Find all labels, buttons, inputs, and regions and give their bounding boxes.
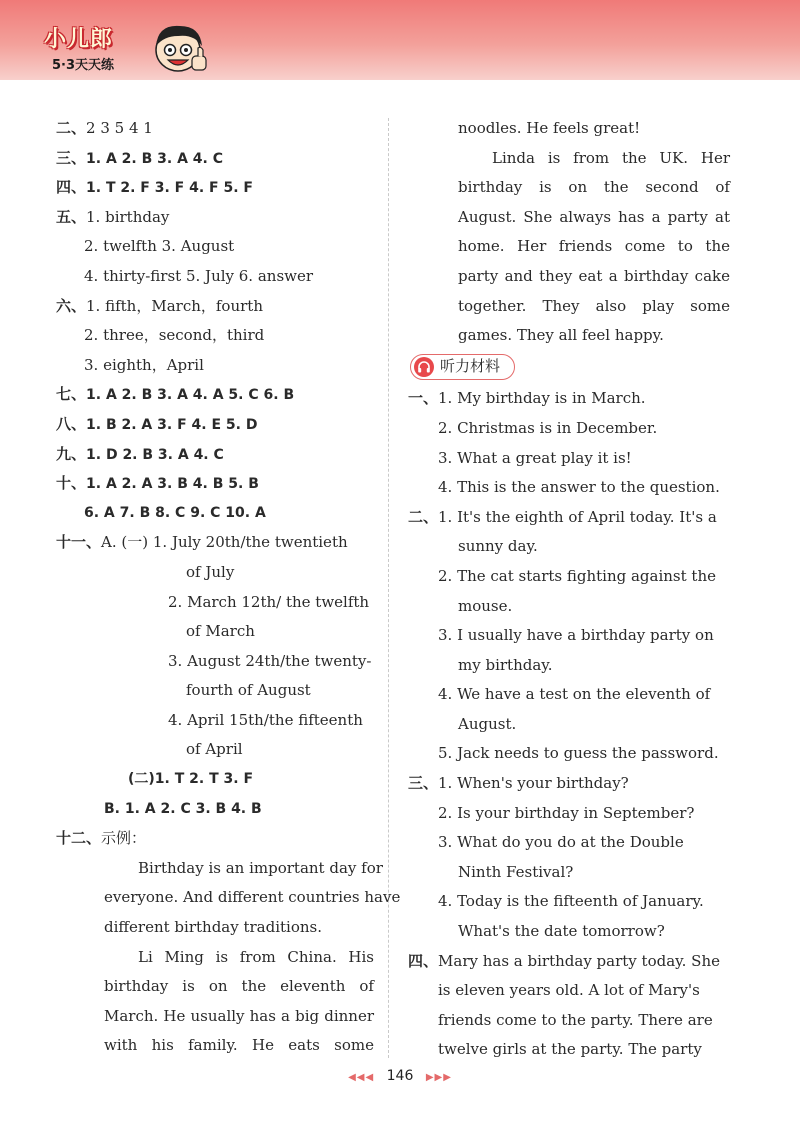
script-line: 4. This is the answer to the question. [438,478,720,497]
answer-line: of March [186,622,255,641]
section-mark: 十、 [56,474,87,493]
section-mark: 七、 [56,385,87,404]
script-line: twelve girls at the party. The party [438,1040,702,1059]
left-arrows-icon: ◀◀◀ [348,1072,375,1083]
part-label: A. (一) [101,533,149,552]
section-mark: 四、 [56,178,87,197]
headphone-icon [414,357,434,377]
right-arrows-icon: ▶▶▶ [425,1072,452,1083]
answer-line: of July [186,562,235,581]
essay-line: birthday is on the eleventh of [104,977,374,996]
essay-line: Birthday is an important day for [138,858,383,877]
listening-section-4 [408,947,730,977]
script-line: 2. Christmas is in December. [438,418,658,437]
answer-section-10 [56,469,374,499]
script-line: 4. We have a test on the eleventh of [438,685,711,704]
page-footer [0,1068,800,1084]
script-line: August. [458,714,517,733]
script-line: What's the date tomorrow? [458,922,665,941]
right-column [410,114,730,1065]
script-line: 4. Today is the fifteenth of January. [438,892,704,911]
essay-line: Linda is from the UK. Her [492,148,730,167]
left-column [56,114,401,1061]
answer-line: fourth of August [186,681,311,700]
column-divider [388,118,389,1058]
listening-material-label [410,354,515,380]
section-mark: 四、 [408,951,439,970]
page-number: 146 [386,1068,414,1084]
section-mark: 六、 [56,296,87,315]
answer-text: 1. B 2. A 3. F 4. E 5. D [86,416,258,433]
answer-line: 2. March 12th/ the twelfth [168,592,370,611]
answer-line: 4. April 15th/the fifteenth [168,710,363,729]
answer-text: 1. birthday [86,207,170,226]
answer-line: 3. August 24th/the twenty- [168,651,372,670]
answer-section-3 [56,144,374,174]
answer-line: 4. thirty-first 5. July 6. answer [84,266,314,285]
answer-text: 1. A 2. A 3. B 4. B 5. B [86,476,259,493]
essay-line: different birthday traditions. [104,918,323,937]
answer-text: 1. A 2. B 3. A 4. A 5. C 6. B [86,387,295,404]
answer-text: 1. July 20th/the twentieth [152,533,348,552]
listening-section-2 [408,503,730,533]
script-line: is eleven years old. A lot of Mary's [438,981,700,1000]
essay-line: birthday is on the second of [458,178,730,197]
answer-section-2 [56,114,374,144]
brand-logo [44,20,174,76]
script-line: 3. What a great play it is! [438,448,632,467]
section-mark: 八、 [56,414,87,433]
essay-line: Li Ming is from China. His [138,947,374,966]
essay-line: with his family. He eats some [104,1036,374,1055]
listening-section-1 [408,384,730,414]
answer-section-6 [56,292,374,322]
section-mark: 二、 [56,119,87,137]
listening-section-3 [408,769,730,799]
answer-section-5 [56,203,374,233]
section-mark: 二、 [408,507,439,526]
answer-text: 1. T 2. F 3. F 4. F 5. F [86,180,253,197]
essay-line: everyone. And different countries have [104,888,401,907]
listening-label-text: 听力材料 [440,356,501,375]
answer-section-4 [56,173,374,203]
script-line: 5. Jack needs to guess the password. [438,744,719,763]
answer-section-7 [56,380,374,410]
answer-text: 1. D 2. B 3. A 4. C [86,446,224,463]
script-line: sunny day. [458,537,538,556]
essay-line: March. He usually has a big dinner [104,1006,374,1025]
essay-line: noodles. He feels great! [458,119,641,137]
page-header [0,0,800,80]
script-line: Ninth Festival? [458,862,574,881]
answer-section-12 [56,824,374,854]
logo-title: 小儿郎 [44,27,114,52]
answer-line: 2. twelfth 3. August [84,237,235,256]
answer-text: 1. fifth，March，fourth [86,296,263,315]
essay-line: together. They also play some [458,296,730,315]
script-line: mouse. [458,596,513,615]
script-line: friends come to the party. There are [438,1010,713,1029]
example-label: 示例： [101,829,147,848]
section-mark: 三、 [408,774,439,793]
answer-section-11 [56,528,374,558]
answer-line: of April [186,740,243,759]
cartoon-boy-icon [148,20,218,78]
logo-subtitle: 5·3天天练 [52,58,115,73]
essay-line: home. Her friends come to the [458,237,730,256]
answer-line: 2. three，second，third [84,326,265,345]
section-mark: 五、 [56,207,87,226]
script-text: 1. My birthday is in March. [438,389,646,408]
answer-line: B. 1. A 2. C 3. B 4. B [104,800,262,817]
section-mark: 九、 [56,444,87,463]
answer-line: 3. eighth，April [84,355,204,374]
essay-line: games. They all feel happy. [458,326,664,345]
section-mark: 三、 [56,148,87,167]
answer-section-8 [56,410,374,440]
section-mark: 十二、 [56,829,102,848]
essay-line: August. She always has a party at [458,207,730,226]
script-text: 1. It's the eighth of April today. It's a [438,507,717,526]
script-line: my birthday. [458,655,553,674]
script-line: 3. I usually have a birthday party on [438,626,714,645]
script-text: 1. When's your birthday? [438,774,629,793]
script-text: Mary has a birthday party today. She [438,951,720,970]
answer-section-9 [56,440,374,470]
answer-line: (二)1. T 2. T 3. F [128,771,254,788]
answer-line: 6. A 7. B 8. C 9. C 10. A [84,504,266,521]
section-mark: 十一、 [56,533,102,552]
script-line: 2. The cat starts fighting against the [438,566,716,585]
script-line: 2. Is your birthday in September? [438,803,695,822]
essay-line: party and they eat a birthday cake [458,266,730,285]
answer-text: 1. A 2. B 3. A 4. C [86,150,223,167]
script-line: 3. What do you do at the Double [438,833,684,852]
section-mark: 一、 [408,389,439,408]
answer-text: 2 3 5 4 1 [86,119,153,137]
